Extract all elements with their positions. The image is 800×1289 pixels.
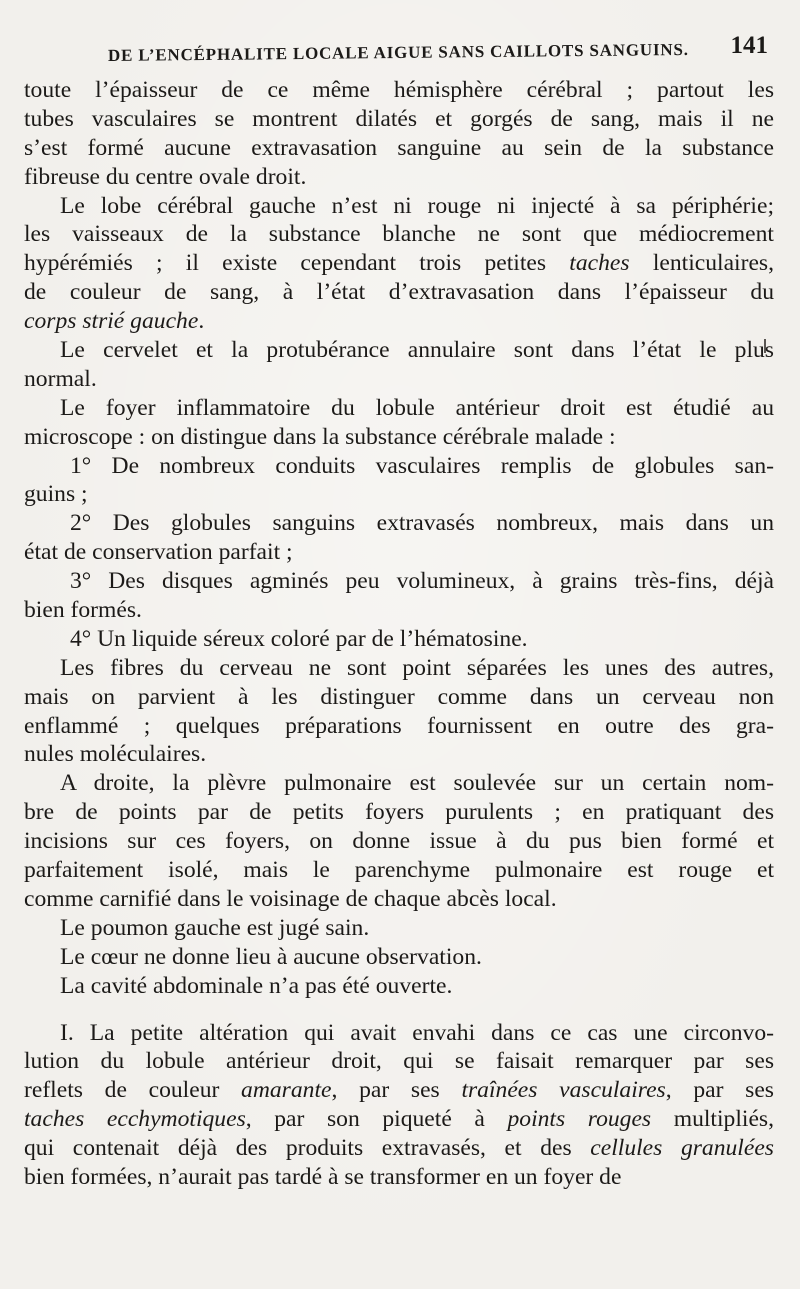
text-line: [24, 712, 774, 741]
text-run: Le poumon gauche est jugé sain.: [60, 914, 370, 941]
text-run: hypérémiés ; il existe cependant trois petites: [24, 250, 570, 277]
italic-text: amarante: [241, 1077, 332, 1104]
text-line: [24, 1134, 774, 1163]
list-item-1: [24, 452, 774, 510]
text-run: qui contenait déjà des produits extravasés, et des: [24, 1135, 591, 1162]
paragraph-p1: [24, 76, 774, 192]
text-line: [24, 76, 774, 105]
text-line: [24, 105, 774, 134]
text-line: [24, 509, 774, 538]
text-run: I. La petite altération qui avait envahi dans ce cas une circonvo-: [60, 1019, 774, 1046]
text-run: bien formés.: [24, 597, 142, 624]
text-run: Le cervelet et la protubérance annulaire sont dans l’état le plus: [60, 337, 774, 364]
text-line: [24, 683, 774, 712]
italic-text: points rouges: [507, 1106, 652, 1133]
running-head: DE L’ENCÉPHALITE LOCALE AIGUE SANS CAILLOTS SANGUINS.: [107, 39, 689, 65]
text-line: [24, 769, 774, 798]
text-line: [24, 480, 774, 509]
text-run: comme carnifié dans le voisinage de chaque abcès local.: [24, 885, 557, 912]
italic-text: taches: [569, 250, 630, 277]
text-line: [24, 394, 774, 423]
text-run: Le cœur ne donne lieu à aucune observation.: [60, 943, 482, 970]
text-line: [24, 307, 774, 336]
page-header: [108, 32, 768, 66]
paragraph-p3: [24, 336, 774, 394]
text-run: .: [198, 308, 205, 335]
text-run: enflammé ; quelques préparations fournissent en outre des gra-: [24, 712, 774, 739]
text-line: [24, 740, 774, 769]
paragraph-p9: [24, 654, 774, 770]
text-run: parfaitement isolé, mais le parenchyme pulmonaire est rouge et: [24, 857, 774, 884]
paragraph-p13: [24, 972, 774, 1001]
text-run: , par son piqueté à: [245, 1106, 508, 1133]
text-line: [24, 654, 774, 683]
text-line: [24, 827, 774, 856]
text-line: [24, 798, 774, 827]
text-run: multipliés,: [651, 1106, 774, 1133]
text-run: Le lobe cérébral gauche n’est ni rouge ni injecté à sa périphérie;: [60, 192, 774, 219]
text-line: [24, 365, 774, 394]
text-run: Les fibres du cerveau ne sont point séparées les unes des autres,: [60, 654, 774, 681]
text-run: toute l’épaisseur de ce même hémisphère cérébral ; partout les: [24, 77, 774, 103]
text-line: [24, 1105, 774, 1134]
text-line: [24, 192, 774, 221]
text-line: [24, 625, 774, 654]
text-run: Le foyer inflammatoire du lobule antérieur droit est étudié au: [60, 394, 774, 421]
text-run: A droite, la plèvre pulmonaire est soulevée sur un certain nom-: [60, 770, 774, 797]
text-line: [24, 567, 774, 596]
paragraph-p11: [24, 914, 774, 943]
text-run: 3° Des disques agminés peu volumineux, à grains très-fins, déjà: [70, 568, 774, 595]
text-run: état de conservation parfait ;: [24, 539, 293, 566]
text-run: 1° De nombreux conduits vasculaires remplis de globules san-: [70, 452, 774, 479]
text-run: bien formées, n’aurait pas tardé à se transformer en un foyer de: [24, 1163, 622, 1190]
text-line: [24, 596, 774, 625]
paragraph-p2: [24, 192, 774, 336]
text-run: 2° Des globules sanguins extravasés nombreux, mais dans un: [70, 510, 774, 537]
text-line: [24, 1076, 774, 1105]
body-text: [24, 76, 774, 1192]
text-run: reflets de couleur: [24, 1077, 242, 1104]
text-line: [24, 914, 774, 943]
text-run: , par ses: [665, 1077, 774, 1104]
section-gap: [24, 1001, 774, 1019]
text-run: de couleur de sang, à l’état d’extravasation dans l’épaisseur du: [24, 279, 774, 306]
paragraph-p4: [24, 394, 774, 452]
text-run: nules moléculaires.: [24, 741, 207, 768]
text-run: 4° Un liquide séreux coloré par de l’hématosine.: [70, 625, 528, 652]
text-line: [24, 538, 774, 567]
text-line: [24, 856, 774, 885]
text-run: La cavité abdominale n’a pas été ouverte.: [60, 972, 453, 999]
text-line: [24, 220, 774, 249]
text-line: [24, 1019, 774, 1048]
text-run: les vaisseaux de la substance blanche ne sont que médiocrement: [24, 221, 774, 248]
text-line: [24, 163, 774, 192]
italic-text: taches ecchymotiques: [24, 1106, 246, 1133]
italic-text: cellules granulées: [590, 1135, 774, 1162]
list-item-3: [24, 567, 774, 625]
text-run: s’est formé aucune extravasation sanguine au sein de la substance: [24, 134, 774, 161]
paragraph-p12: [24, 943, 774, 972]
text-line: [24, 278, 774, 307]
page-number: 141: [730, 32, 768, 59]
text-line: [24, 885, 774, 914]
text-line: [24, 249, 774, 278]
paragraph-p10: [24, 769, 774, 913]
paragraph-p14: [24, 1019, 774, 1192]
text-run: tubes vasculaires se montrent dilatés et gorgés de sang, mais il ne: [24, 105, 774, 132]
text-run: normal.: [24, 365, 97, 392]
text-run: lution du lobule antérieur droit, qui se faisait remarquer par ses: [24, 1048, 774, 1075]
list-item-2: [24, 509, 774, 567]
text-run: incisions sur ces foyers, on donne issue à du pus bien formé et: [24, 828, 774, 855]
text-line: [24, 423, 774, 452]
text-run: lenticulaires,: [629, 250, 775, 277]
italic-text: corps strié gauche: [24, 308, 199, 335]
text-run: microscope : on distingue dans la substance cérébrale malade :: [24, 423, 616, 450]
text-line: [24, 1047, 774, 1076]
text-line: [24, 452, 774, 481]
text-line: [24, 1163, 774, 1192]
text-line: [24, 943, 774, 972]
text-run: , par ses: [331, 1077, 462, 1104]
text-line: [24, 972, 774, 1001]
text-run: bre de points par de petits foyers purulents ; en pratiquant des: [24, 799, 774, 826]
text-run: fibreuse du centre ovale droit.: [24, 163, 307, 190]
italic-text: traînées vasculaires: [461, 1077, 666, 1104]
text-line: [24, 336, 774, 365]
text-run: mais on parvient à les distinguer comme dans un cerveau non: [24, 683, 774, 710]
text-line: [24, 134, 774, 163]
list-item-4: [24, 625, 774, 654]
text-run: guins ;: [24, 481, 88, 508]
